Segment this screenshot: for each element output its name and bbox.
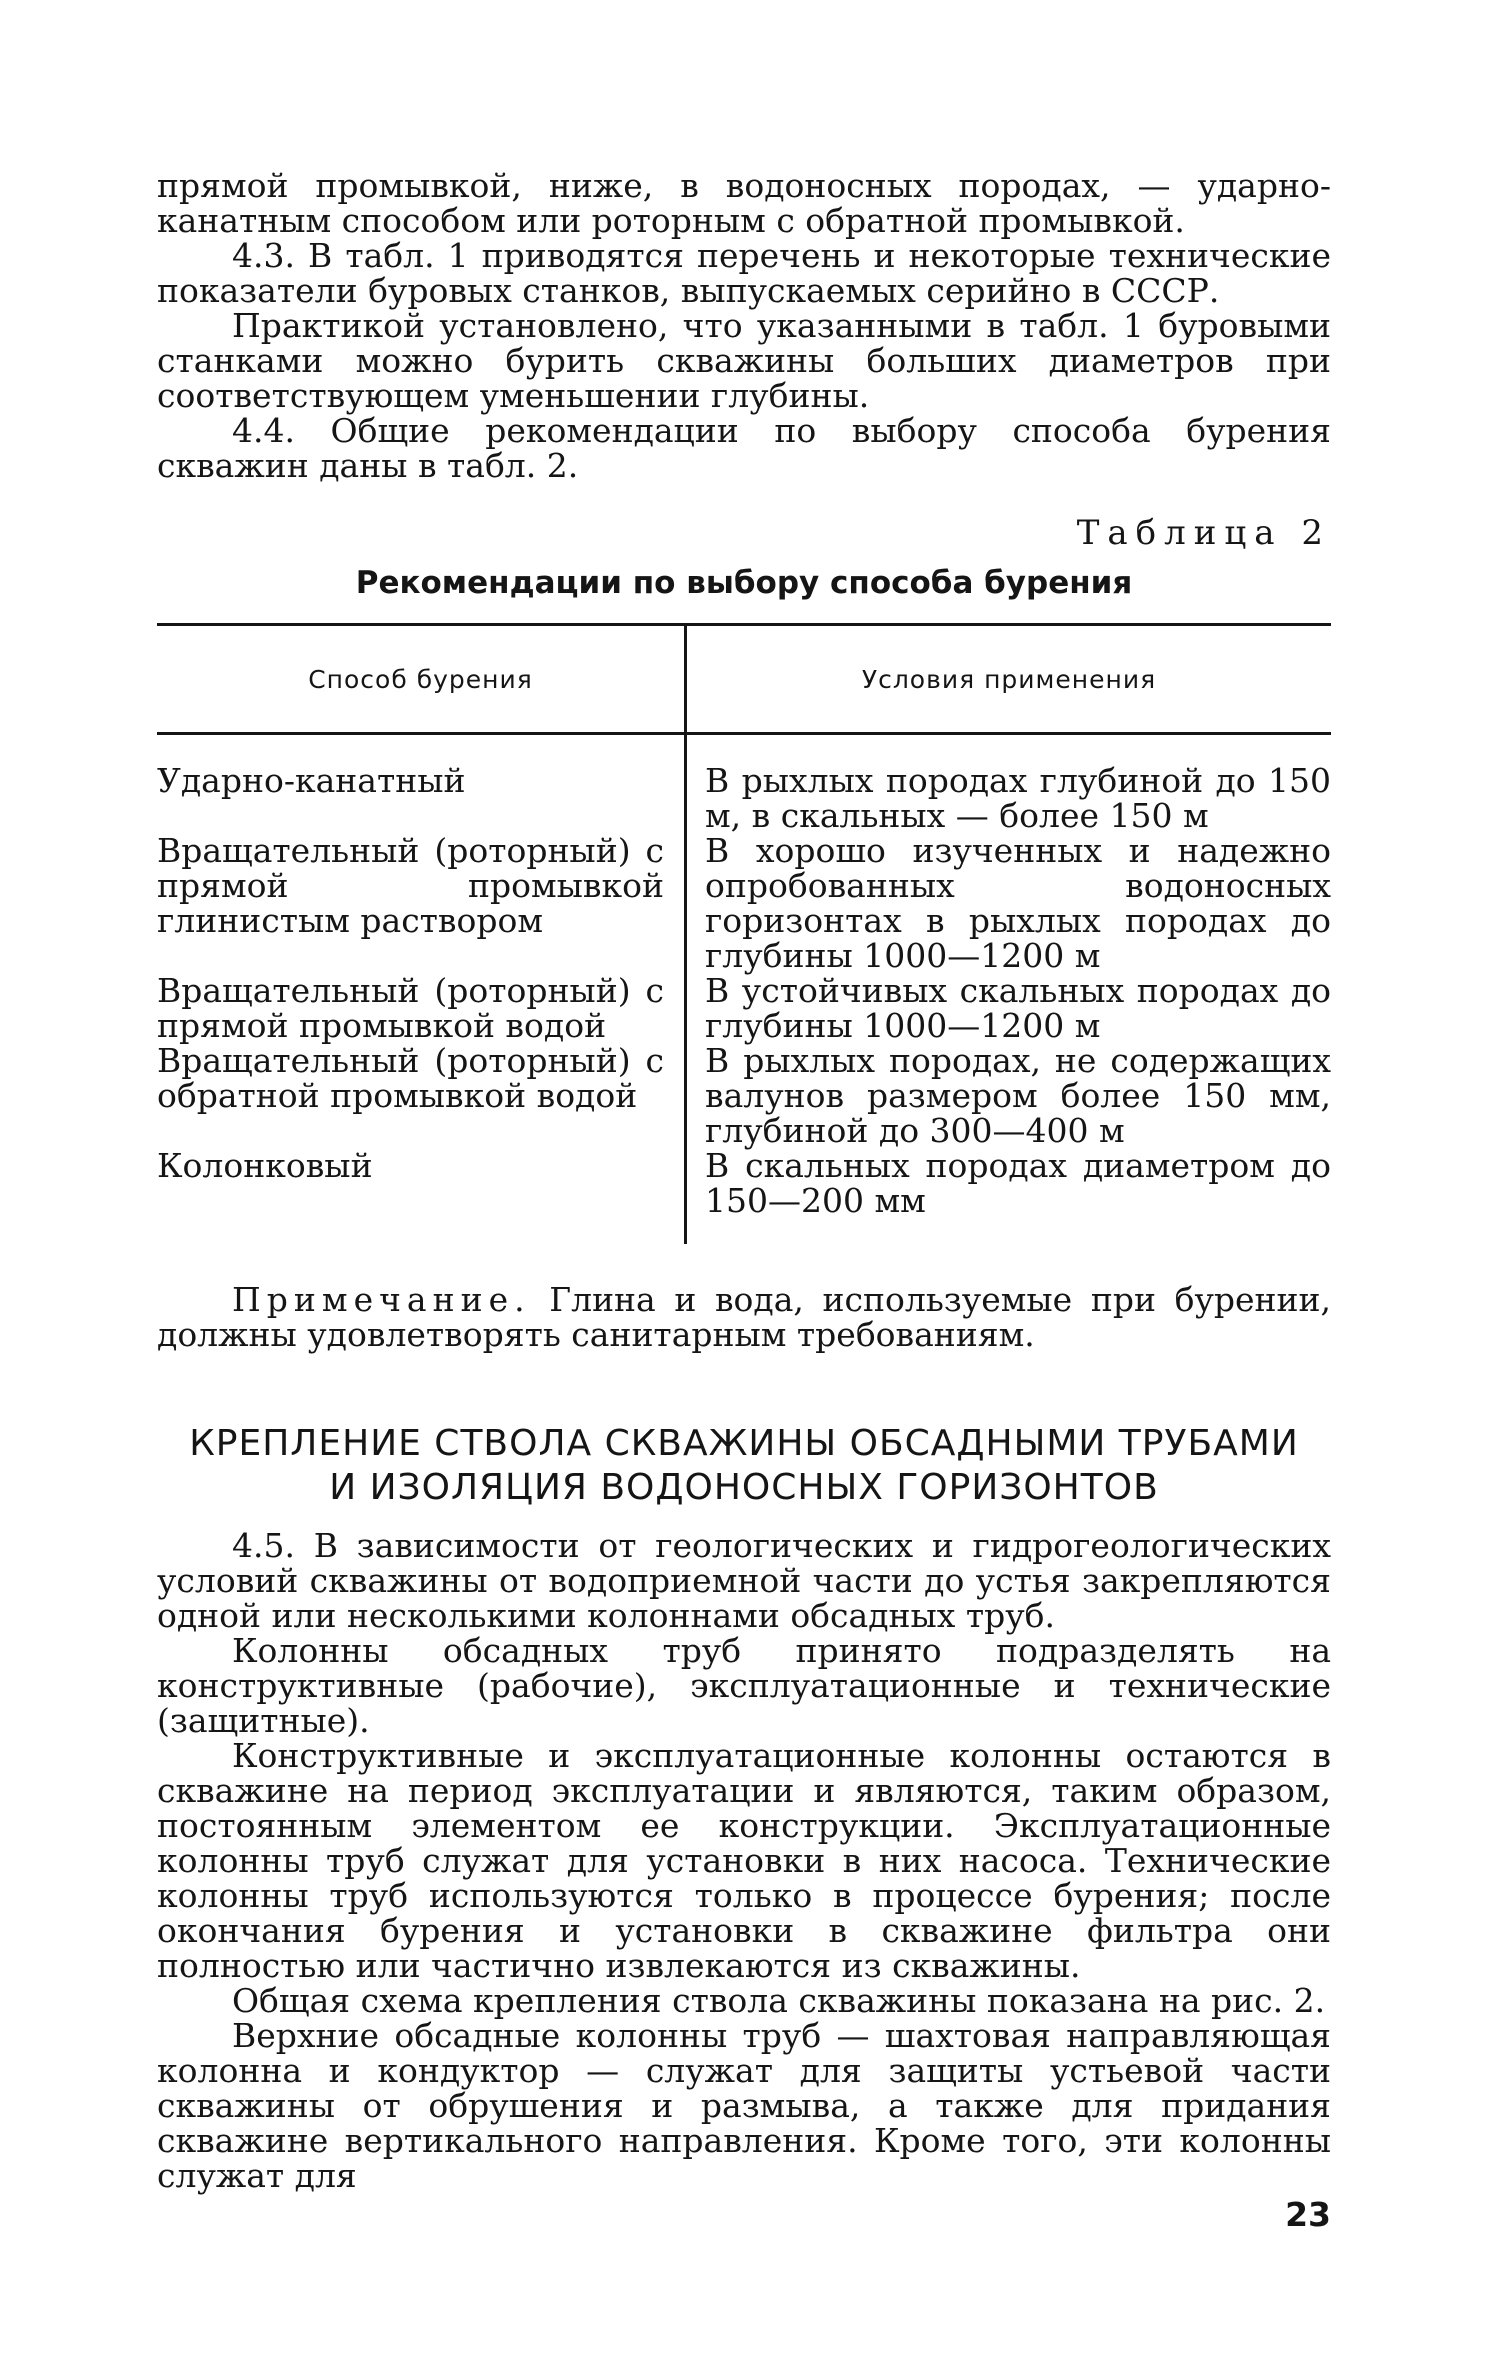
table-row [157,833,1331,973]
paragraph-practice: Практикой установлено, что указанными в табл. 1 буровыми станками можно бурить скважины больших диаметров при соответствующем уменьшении глубины. [157,306,1331,415]
conditions-cell: В устойчивых скальных породах до глубины 1000—1200 м [705,971,1331,1045]
note-label: Примечание. [232,1280,531,1319]
table-label: Таблица 2 [1076,513,1331,553]
note-text: Глина и вода, используемые при бурении, должны удовлетворять санитарным требованиям. [157,1280,1331,1354]
header-conditions: Условия применения [686,625,1332,734]
paragraph-4-5: 4.5. В зависимости от геологических и гидрогеологических условий скважины от водоприемной части до устья закрепляются одной или несколькими колоннами обсадных труб. [157,1526,1331,1635]
paragraph-columns: Колонны обсадных труб принято подразделять на конструктивные (рабочие), эксплуатационные и технические (защитные). [157,1631,1331,1740]
table-title: Рекомендации по выбору способа бурения [355,565,1133,601]
page-number: 23 [1285,2195,1331,2234]
method-cell: Вращательный (роторный) с прямой промывкой водой [157,973,686,1043]
section-heading-line2: И ИЗОЛЯЦИЯ ВОДОНОСНЫХ ГОРИЗОНТОВ [329,1467,1159,1508]
conditions-cell: В рыхлых породах, не содержащих валунов размером более 150 мм, глубиной до 300—400 м [705,1041,1331,1150]
paragraph-scheme: Общая схема крепления ствола скважины показана на рис. 2. [232,1981,1326,2020]
method-cell: Вращательный (роторный) с обратной промывкой водой [157,1043,686,1148]
table-row [157,734,1331,834]
paragraph-4-4: 4.4. Общие рекомендации по выбору способа бурения скважин даны в табл. 2. [157,411,1331,485]
table-row [157,1148,1331,1244]
section-heading [157,1422,1331,1510]
paragraph-upper-columns: Верхние обсадные колонны труб — шахтовая направляющая колонна и кондуктор — служат для защиты устьевой части скважины от обрушения и размыва, а также для придания скважине вертикального направления. Кроме того, эти колонны служат для [157,2016,1331,2195]
section-body [157,1528,1331,2193]
table-row [157,1043,1331,1148]
section-heading-line1: КРЕПЛЕНИЕ СТВОЛА СКВАЖИНЫ ОБСАДНЫМИ ТРУБАМИ [189,1423,1299,1464]
method-cell: Ударно-канатный [157,734,686,834]
conditions-cell: В скальных породах диаметром до 150—200 мм [705,1146,1331,1220]
conditions-cell: В хорошо изученных и надежно опробованных водоносных горизонтах в рыхлых породах до глубины 1000—1200 м [705,831,1331,975]
paragraph-4-3: 4.3. В табл. 1 приводятся перечень и некоторые технические показатели буровых станков, выпускаемых серийно в СССР. [157,236,1331,310]
table-note [157,1282,1331,1352]
table-row [157,973,1331,1043]
table-header-row [157,625,1331,734]
method-cell: Колонковый [157,1148,686,1244]
conditions-cell: В рыхлых породах глубиной до 150 м, в скальных — более 150 м [705,761,1331,835]
header-method: Способ бурения [157,625,686,734]
paragraph-constructive: Конструктивные и эксплуатационные колонны остаются в скважине на период эксплуатации и являются, таким образом, постоянным элементом ее конструкции. Эксплуатационные колонны труб служат для установки в них насоса. Технические колонны труб используются только в процессе бурения; после окончания бурения и установки в скважине фильтра они полностью или частично извлекаются из скважины. [157,1736,1331,1985]
recommendations-table [157,623,1331,1244]
method-cell: Вращательный (роторный) с прямой промывкой глинистым раствором [157,833,686,973]
intro-continuation: прямой промывкой, ниже, в водоносных породах, — ударно-канатным способом или роторным с обратной промывкой. [157,166,1331,240]
page-content [157,168,1331,2193]
